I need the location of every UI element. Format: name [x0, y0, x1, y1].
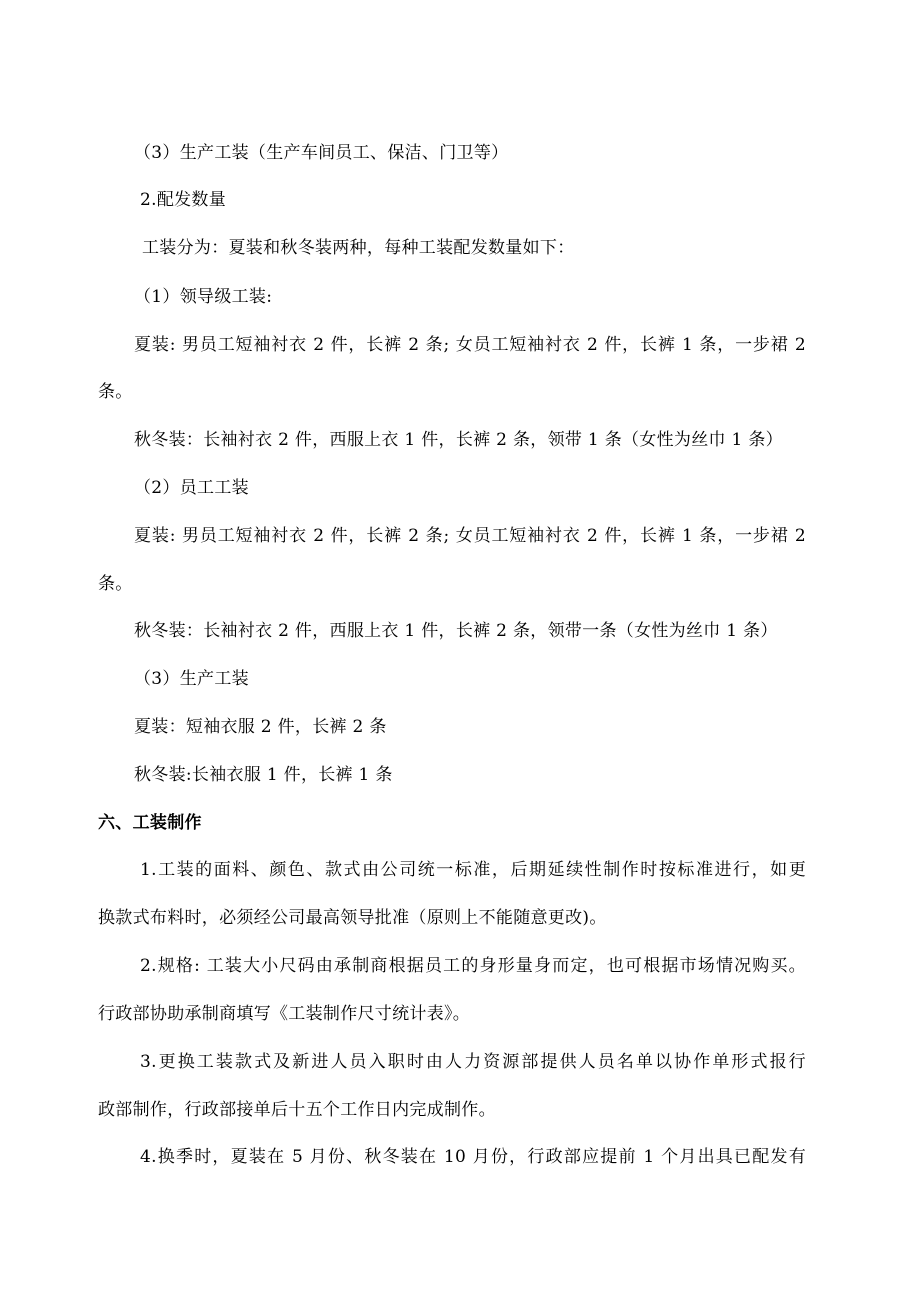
text-line: 夏装: 男员工短袖衬衣 2 件，长裤 2 条; 女员工短袖衬衣 2 件，长裤 1 条，一步裙 2: [134, 335, 806, 355]
text-line: 2.规格: 工装大小尺码由承制商根据员工的身形量身而定，也可根据市场情况购买。: [140, 956, 806, 976]
section-subheading: 2.配发数量: [140, 190, 227, 210]
text-line: 夏装：短袖衣服 2 件，长裤 2 条: [134, 717, 387, 737]
text-line: 秋冬装:长袖衣服 1 件，长裤 1 条: [134, 765, 393, 785]
text-line: （3）生产工装（生产车间员工、保洁、门卫等）: [134, 143, 509, 163]
text-line: 换款式布料时，必须经公司最高领导批准（原则上不能随意更改)。: [98, 908, 607, 928]
text-line: （3）生产工装: [134, 669, 249, 689]
text-line: 秋冬装：长袖衬衣 2 件，西服上衣 1 件，长裤 2 条，领带一条（女性为丝巾 1 条）: [134, 621, 778, 641]
text-line: 行政部协助承制商填写《工装制作尺寸统计表》。: [98, 1004, 471, 1024]
text-line: 秋冬装：长袖衬衣 2 件，西服上衣 1 件，长裤 2 条，领带 1 条（女性为丝巾 1 条）: [134, 430, 783, 450]
section-heading: 六、工装制作: [98, 813, 202, 833]
text-line: （1）领导级工装:: [134, 287, 273, 307]
text-line: 工装分为：夏装和秋冬装两种，每种工装配发数量如下：: [142, 238, 575, 258]
text-line: 1.工装的面料、颜色、款式由公司统一标准，后期延续性制作时按标准进行，如更: [140, 860, 806, 880]
text-line: （2）员工工装: [134, 478, 249, 498]
text-line: 4.换季时，夏装在 5 月份、秋冬装在 10 月份，行政部应提前 1 个月出具已配发有: [140, 1147, 806, 1167]
text-line: 夏装: 男员工短袖衬衣 2 件，长裤 2 条; 女员工短袖衬衣 2 件，长裤 1 条，一步裙 2: [134, 526, 806, 546]
text-line: 条。: [98, 382, 133, 402]
text-line: 政部制作，行政部接单后十五个工作日内完成制作。: [98, 1100, 496, 1120]
text-line: 条。: [98, 574, 133, 594]
text-line: 3.更换工装款式及新进人员入职时由人力资源部提供人员名单以协作单形式报行: [140, 1052, 806, 1072]
